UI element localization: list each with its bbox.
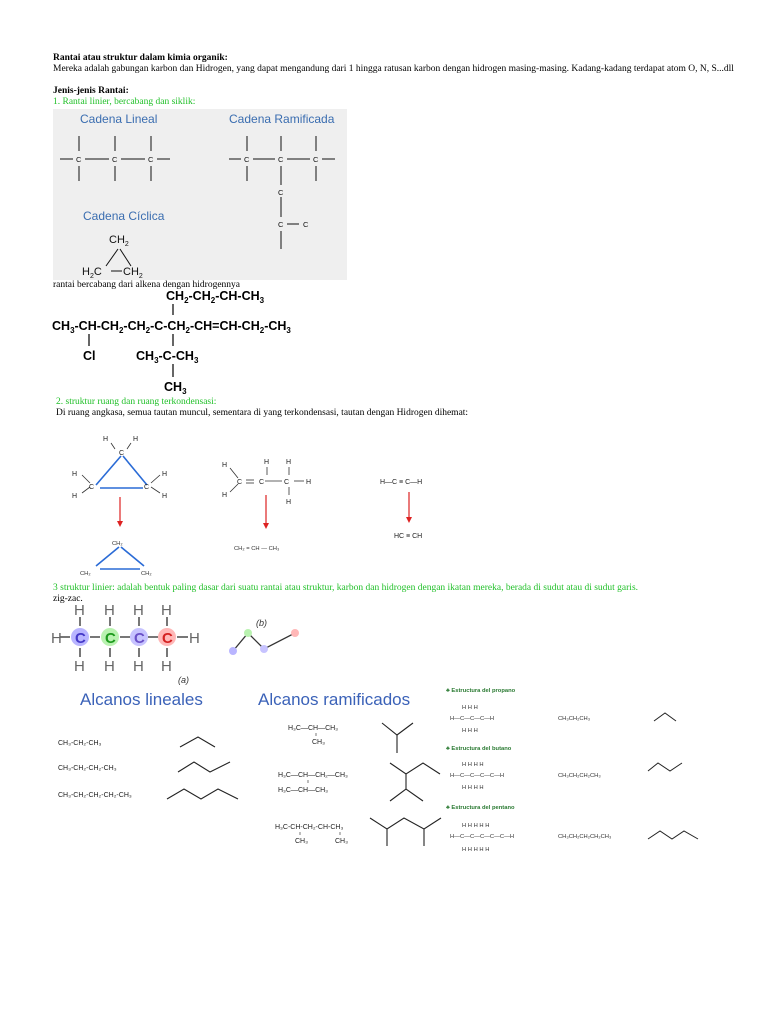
- svg-text:CH2: $CH_2$: [123, 266, 143, 280]
- svg-text:C: C: [148, 155, 154, 164]
- propene-condensed: CH₂ = CH — CH₃: [234, 546, 280, 552]
- svg-text:CH₃: CH₃: [312, 739, 325, 746]
- svg-text:H H H: H H H: [462, 705, 478, 711]
- bottom-ch3: $CH_3$: [164, 380, 187, 396]
- svg-text:H: H: [103, 436, 109, 443]
- svg-text:H: H: [264, 459, 270, 466]
- svg-text:C: C: [278, 155, 284, 164]
- lower-branch: $CH_3-C-CH_3$: [136, 349, 199, 365]
- chain-types-diagram: [53, 109, 347, 280]
- svg-text:C: C: [284, 479, 290, 486]
- svg-text:C: C: [162, 630, 173, 647]
- section2-description: Di ruang angkasa, semua tautan muncul, sementara di yang terkondensasi, tautan dengan Hidrogen dihemat:: [56, 408, 469, 418]
- svg-text:H: H: [189, 630, 200, 647]
- svg-text:C: C: [303, 220, 309, 229]
- section2-title: 2. struktur ruang dan ruang terkondensasi:: [56, 397, 217, 407]
- svg-text:H H H H: H H H H: [462, 762, 484, 768]
- svg-text:C: C: [119, 450, 125, 457]
- section3-title: 3 struktur linier: adalah bentuk paling dasar dari suatu rantai atau struktur, karbon dan hidrogen dengan ikatan mereka, berada di sudut atau di sudut garis.: [53, 583, 639, 593]
- svg-text:H: H: [161, 658, 172, 675]
- svg-text:H2C: $H_2C$: [82, 266, 102, 280]
- svg-text:H: H: [72, 493, 78, 500]
- svg-text:H—C—C—C—C—C—H: H—C—C—C—C—C—H: [450, 834, 515, 840]
- svg-text:H: H: [162, 493, 168, 500]
- svg-text:C: C: [105, 630, 116, 647]
- svg-text:CH2: $CH_2$: [109, 234, 129, 248]
- svg-text:C: C: [278, 188, 284, 197]
- svg-text:H: H: [162, 471, 168, 478]
- svg-text:H: H: [74, 602, 85, 619]
- svg-text:CH₂: CH₂: [141, 571, 152, 577]
- svg-text:H H H H H: H H H H H: [462, 847, 490, 853]
- svg-text:C: C: [244, 155, 250, 164]
- svg-text:H: H: [286, 499, 292, 506]
- svg-text:♣ Estructura del propano: ♣ Estructura del propano: [446, 688, 516, 694]
- acetylene-condensed: HC ≡ CH: [394, 533, 423, 540]
- cadena-ciclica-label: Cadena Cíclica: [83, 209, 165, 223]
- cadena-lineal-label: Cadena Lineal: [80, 112, 158, 126]
- svg-text:H: H: [222, 492, 228, 499]
- label-a: (a): [178, 675, 189, 685]
- svg-text:CH₃CH₂CH₂CH₂CH₃: CH₃CH₂CH₂CH₂CH₃: [558, 834, 612, 840]
- cadena-ramificada-label: Cadena Ramificada: [229, 112, 335, 126]
- svg-text:C: C: [259, 479, 265, 486]
- spatial-condensed-diagrams: [60, 425, 460, 585]
- svg-text:C: C: [313, 155, 319, 164]
- page-heading: Rantai atau struktur dalam kimia organik:: [53, 53, 228, 63]
- svg-text:H: H: [133, 658, 144, 675]
- svg-text:H: H: [306, 479, 312, 486]
- top-branch: $CH_2-CH_2-CH-CH_3$: [166, 289, 265, 305]
- svg-text:C: C: [76, 155, 82, 164]
- svg-text:C: C: [89, 484, 95, 491]
- svg-text:H—C—C—C—H: H—C—C—C—H: [450, 716, 495, 722]
- svg-text:CH₃: CH₃: [295, 838, 308, 845]
- svg-text:CH₃-CH₂-CH₂-CH₂-CH₃: CH₃-CH₂-CH₂-CH₂-CH₃: [58, 792, 132, 799]
- svg-text:H₃C—CH—CH₂—CH₃: H₃C—CH—CH₂—CH₃: [278, 772, 348, 779]
- svg-text:H H H H H: H H H H H: [462, 823, 490, 829]
- svg-text:H: H: [161, 602, 172, 619]
- types-heading: Jenis-jenis Rantai:: [53, 86, 129, 96]
- chain-types-figure: [53, 109, 347, 280]
- svg-text:H₃C-CH-CH₂-CH-CH₃: H₃C-CH-CH₂-CH-CH₃: [275, 824, 344, 831]
- svg-text:H: H: [104, 658, 115, 675]
- main-chain: $CH_3-CH-CH_2-CH_2-C-CH_2-CH=CH-CH_2-CH_3$: [52, 319, 291, 335]
- svg-text:CH₃: CH₃: [335, 838, 348, 845]
- cyclopropane-ring: [96, 456, 147, 488]
- butane-zigzag-figure: [50, 603, 310, 685]
- svg-text:H: H: [72, 471, 78, 478]
- svg-text:CH₂: CH₂: [80, 571, 91, 577]
- svg-text:CH₃CH₂CH₂CH₃: CH₃CH₂CH₂CH₃: [558, 773, 601, 779]
- branched-alkene-structure: [50, 287, 320, 399]
- svg-text:H—C—C—C—C—H: H—C—C—C—C—H: [450, 773, 505, 779]
- svg-text:CH₃CH₂CH₃: CH₃CH₂CH₃: [558, 716, 591, 722]
- svg-text:H₃C—CH—CH₃: H₃C—CH—CH₃: [288, 725, 339, 732]
- svg-text:♣ Estructura del butano: ♣ Estructura del butano: [446, 746, 512, 752]
- svg-text:CH₃-CH₂-CH₃: CH₃-CH₂-CH₃: [58, 740, 102, 747]
- svg-text:CH₃-CH₂-CH₂-CH₃: CH₃-CH₂-CH₂-CH₃: [58, 765, 117, 772]
- cyclopropane-condensed: [96, 547, 144, 569]
- svg-text:♣ Estructura del pentano: ♣ Estructura del pentano: [446, 805, 515, 811]
- section1-title: 1. Rantai linier, bercabang dan siklik:: [53, 97, 196, 107]
- svg-text:H: H: [133, 602, 144, 619]
- ethyne-expanded: H—C ≡ C—H: [380, 479, 423, 486]
- svg-text:C: C: [237, 479, 243, 486]
- alkene-caption: rantai bercabang dari alkena dengan hidrogennya: [53, 280, 241, 290]
- svg-text:H: H: [222, 462, 228, 469]
- chlorine-label: Cl: [83, 349, 96, 363]
- svg-text:CH₂: CH₂: [112, 541, 123, 547]
- svg-text:H: H: [51, 630, 62, 647]
- svg-text:H: H: [286, 459, 292, 466]
- svg-text:C: C: [144, 484, 150, 491]
- svg-text:C: C: [75, 630, 86, 647]
- svg-text:H H H: H H H: [462, 728, 478, 734]
- section3-subtitle: zig-zac.: [53, 594, 83, 604]
- alkanes-figure: [50, 683, 750, 863]
- intro-paragraph: Mereka adalah gabungan karbon dan Hidrogen, yang dapat mengandung dari 1 hingga ratusan karbon dengan hidrogen masing-masing. Kadang-kadang terdapat atom O, N, S...dll: [53, 64, 734, 74]
- svg-text:C: C: [134, 630, 145, 647]
- svg-text:H: H: [74, 658, 85, 675]
- svg-text:H₃C—CH—CH₃: H₃C—CH—CH₃: [278, 787, 329, 794]
- svg-text:C: C: [112, 155, 118, 164]
- label-b: (b): [256, 618, 267, 628]
- alcanos-ramificados-title: Alcanos ramificados: [258, 690, 411, 709]
- svg-text:H: H: [133, 436, 139, 443]
- svg-text:H H H H: H H H H: [462, 785, 484, 791]
- svg-text:H: H: [104, 602, 115, 619]
- alcanos-lineales-title: Alcanos lineales: [80, 690, 203, 709]
- svg-text:C: C: [278, 220, 284, 229]
